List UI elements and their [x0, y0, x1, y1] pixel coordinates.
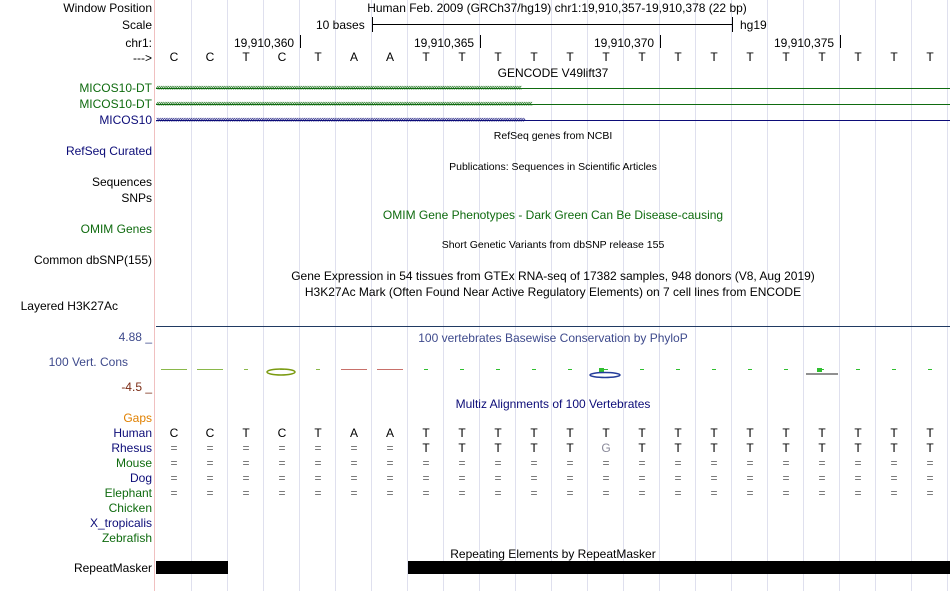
- reference-base: C: [205, 50, 215, 64]
- gaps-label[interactable]: Gaps: [123, 411, 152, 425]
- reference-base: T: [674, 50, 682, 64]
- alignment-base: =: [746, 471, 754, 485]
- alignment-base: T: [458, 426, 466, 440]
- species-label-dog[interactable]: Dog: [129, 471, 152, 485]
- alignment-base: T: [638, 426, 646, 440]
- strand-arrow-label: --->: [133, 51, 152, 65]
- alignment-base: =: [782, 456, 790, 470]
- alignment-base: T: [566, 426, 574, 440]
- alignment-base: =: [530, 471, 538, 485]
- gtex-track-title: Gene Expression in 54 tissues from GTEx RNA-seq of 17382 samples, 948 donors (V8, Aug 2019): [291, 269, 815, 283]
- cons-loop-mark-1: [264, 366, 298, 378]
- cons-min-value: -4.5 _: [121, 380, 152, 394]
- alignment-base: =: [602, 486, 610, 500]
- alignment-base: C: [277, 426, 287, 440]
- window-position-label: Window Position: [63, 1, 152, 15]
- ruler-tick-label-1: 19,910,360: [234, 36, 295, 50]
- cons-score-mark: [640, 369, 644, 370]
- scale-bar-left-end: [372, 17, 373, 32]
- alignment-base: =: [638, 486, 646, 500]
- alignment-base: =: [926, 471, 934, 485]
- alignment-base: =: [278, 456, 286, 470]
- gene-label-micos10[interactable]: MICOS10: [99, 113, 152, 127]
- cons-mark-3: [804, 368, 844, 380]
- species-label-x-tropicalis[interactable]: X_tropicalis: [89, 516, 152, 530]
- alignment-base: T: [710, 426, 718, 440]
- cons-track-title: 100 vertebrates Basewise Conservation by PhyloP: [418, 331, 688, 345]
- repeatmasker-label[interactable]: RepeatMasker: [73, 561, 152, 575]
- alignment-base: T: [638, 441, 646, 455]
- alignment-base: =: [926, 456, 934, 470]
- alignment-base: T: [782, 426, 790, 440]
- cons-score-mark: [377, 369, 403, 370]
- alignment-base: =: [458, 456, 466, 470]
- cons-score-mark: [496, 369, 500, 370]
- alignment-base: T: [494, 426, 502, 440]
- publications-track-title: Publications: Sequences in Scientific Articles: [449, 161, 657, 173]
- cons-score-mark: [197, 369, 223, 370]
- alignment-base: =: [530, 486, 538, 500]
- alignment-base: =: [422, 486, 430, 500]
- scale-label: Scale: [121, 18, 152, 32]
- alignment-base: =: [674, 471, 682, 485]
- alignment-base: =: [782, 471, 790, 485]
- reference-base: T: [530, 50, 538, 64]
- alignment-base: =: [926, 486, 934, 500]
- chrom-label: chr1:: [125, 36, 152, 50]
- ruler-tick-4: [840, 35, 841, 48]
- alignment-base: C: [169, 426, 179, 440]
- alignment-base: =: [242, 486, 250, 500]
- reference-base: T: [818, 50, 826, 64]
- alignment-base: =: [494, 486, 502, 500]
- reference-base: T: [890, 50, 898, 64]
- alignment-base: =: [386, 441, 394, 455]
- alignment-base: =: [494, 471, 502, 485]
- alignment-base: =: [602, 471, 610, 485]
- alignment-base: =: [818, 456, 826, 470]
- alignment-base: =: [890, 486, 898, 500]
- alignment-base: =: [314, 441, 322, 455]
- reference-base: T: [566, 50, 574, 64]
- alignment-base: A: [385, 426, 394, 440]
- gene-label-micos10-dt-2[interactable]: MICOS10-DT: [79, 97, 152, 111]
- cons-score-mark: [568, 369, 572, 370]
- alignment-base: =: [746, 456, 754, 470]
- ruler-tick-label-2: 19,910,365: [414, 36, 475, 50]
- cons-score-mark: [161, 369, 187, 370]
- alignment-base: =: [710, 471, 718, 485]
- reference-base: T: [602, 50, 610, 64]
- snps-label[interactable]: SNPs: [121, 191, 152, 205]
- alignment-base: T: [782, 441, 790, 455]
- cons-score-mark: [424, 369, 428, 370]
- cons-score-mark: [748, 369, 752, 370]
- ruler-tick-label-4: 19,910,375: [774, 36, 835, 50]
- ruler-tick-3: [660, 35, 661, 48]
- cons-score-mark: [244, 369, 248, 370]
- alignment-base: T: [530, 441, 538, 455]
- label-data-separator: [154, 0, 155, 591]
- alignment-base: G: [601, 441, 611, 455]
- alignment-base: T: [890, 426, 898, 440]
- alignment-base: =: [206, 486, 214, 500]
- omim-track-title: OMIM Gene Phenotypes - Dark Green Can Be Disease-causing: [382, 208, 724, 222]
- alignment-base: T: [854, 426, 862, 440]
- repeat-element-2[interactable]: [408, 561, 950, 574]
- alignment-base: =: [242, 456, 250, 470]
- species-label-rhesus[interactable]: Rhesus: [111, 441, 152, 455]
- alignment-base: T: [530, 426, 538, 440]
- alignment-base: =: [674, 456, 682, 470]
- alignment-base: =: [170, 441, 178, 455]
- alignment-base: =: [638, 456, 646, 470]
- ruler-tick-1: [300, 35, 301, 48]
- reference-base: T: [458, 50, 466, 64]
- alignment-base: T: [422, 426, 430, 440]
- vert-cons-label[interactable]: 100 Vert. Cons: [48, 355, 128, 369]
- species-label-mouse[interactable]: Mouse: [115, 456, 152, 470]
- alignment-base: =: [386, 471, 394, 485]
- cons-score-mark: [856, 369, 860, 370]
- alignment-base: T: [890, 441, 898, 455]
- cons-score-mark: [460, 369, 464, 370]
- alignment-base: =: [890, 456, 898, 470]
- alignment-base: =: [746, 486, 754, 500]
- alignment-base: =: [854, 486, 862, 500]
- alignment-base: =: [818, 486, 826, 500]
- sequences-label[interactable]: Sequences: [91, 175, 152, 189]
- alignment-base: =: [710, 456, 718, 470]
- species-label-human[interactable]: Human: [113, 426, 152, 440]
- alignment-base: =: [386, 486, 394, 500]
- alignment-base: =: [602, 456, 610, 470]
- species-label-elephant[interactable]: Elephant: [104, 486, 152, 500]
- gene-label-micos10-dt-1[interactable]: MICOS10-DT: [79, 81, 152, 95]
- browser-image-panel[interactable]: [156, 0, 950, 591]
- alignment-base: T: [710, 441, 718, 455]
- assembly-position-text: Human Feb. 2009 (GRCh37/hg19) chr1:19,910,357-19,910,378 (22 bp): [367, 1, 747, 15]
- alignment-base: T: [746, 426, 754, 440]
- cons-max-value: 4.88 _: [118, 330, 152, 344]
- reference-base: T: [926, 50, 934, 64]
- multiz-track-title: Multiz Alignments of 100 Vertebrates: [455, 397, 651, 411]
- alignment-base: =: [674, 486, 682, 500]
- alignment-base: T: [746, 441, 754, 455]
- cons-score-mark: [316, 369, 320, 370]
- species-label-chicken[interactable]: Chicken: [108, 501, 152, 515]
- alignment-base: =: [206, 441, 214, 455]
- alignment-base: =: [278, 486, 286, 500]
- species-label-zebrafish[interactable]: Zebrafish: [101, 531, 152, 545]
- strand-arrows-minus-1: ‹‹‹‹‹‹‹‹‹‹‹‹‹‹‹‹‹‹‹‹‹‹‹‹‹‹‹‹‹‹‹‹‹‹‹‹‹‹‹‹‹‹‹‹‹‹‹‹‹‹‹‹‹‹‹‹‹‹‹‹‹‹‹‹‹‹‹‹‹‹‹‹‹‹‹‹‹‹‹‹‹‹‹‹‹‹‹‹‹‹‹‹‹‹‹‹‹‹‹‹‹‹‹‹‹‹‹‹‹‹‹‹‹‹‹‹‹‹‹‹‹‹‹‹‹‹‹‹‹‹‹‹‹‹‹‹‹‹‹‹‹‹‹‹‹‹‹‹‹‹‹‹‹‹‹‹‹‹‹‹‹‹‹‹‹‹‹‹‹‹‹‹‹‹‹‹‹‹‹‹‹‹‹‹‹‹‹‹‹‹‹‹‹‹‹‹‹‹‹‹‹‹‹: [156, 82, 521, 92]
- alignment-base: =: [566, 456, 574, 470]
- ruler-tick-2: [480, 35, 481, 48]
- alignment-base: =: [350, 471, 358, 485]
- alignment-base: =: [422, 456, 430, 470]
- alignment-base: =: [170, 471, 178, 485]
- alignment-base: =: [350, 486, 358, 500]
- cons-score-mark: [892, 369, 896, 370]
- refseq-curated-label[interactable]: RefSeq Curated: [65, 144, 152, 158]
- alignment-base: =: [386, 456, 394, 470]
- alignment-base: T: [458, 441, 466, 455]
- strand-arrows-minus-2: ‹‹‹‹‹‹‹‹‹‹‹‹‹‹‹‹‹‹‹‹‹‹‹‹‹‹‹‹‹‹‹‹‹‹‹‹‹‹‹‹‹‹‹‹‹‹‹‹‹‹‹‹‹‹‹‹‹‹‹‹‹‹‹‹‹‹‹‹‹‹‹‹‹‹‹‹‹‹‹‹‹‹‹‹‹‹‹‹‹‹‹‹‹‹‹‹‹‹‹‹‹‹‹‹‹‹‹‹‹‹‹‹‹‹‹‹‹‹‹‹‹‹‹‹‹‹‹‹‹‹‹‹‹‹‹‹‹‹‹‹‹‹‹‹‹‹‹‹‹‹‹‹‹‹‹‹‹‹‹‹‹‹‹‹‹‹‹‹‹‹‹‹‹‹‹‹‹‹‹‹‹‹‹‹‹‹‹‹‹‹‹‹‹‹‹‹‹‹‹‹‹‹‹‹‹‹‹‹‹: [156, 98, 532, 108]
- alignment-base: =: [206, 456, 214, 470]
- alignment-base: T: [818, 426, 826, 440]
- alignment-base: =: [710, 486, 718, 500]
- reference-base: T: [854, 50, 862, 64]
- track-labels-column: [0, 0, 155, 591]
- alignment-base: T: [674, 426, 682, 440]
- alignment-base: =: [782, 486, 790, 500]
- alignment-base: =: [206, 471, 214, 485]
- alignment-base: =: [854, 471, 862, 485]
- cons-track-top-line: [156, 326, 950, 327]
- alignment-base: T: [566, 441, 574, 455]
- reference-base: T: [242, 50, 250, 64]
- cons-score-mark: [341, 369, 367, 370]
- alignment-base: =: [854, 456, 862, 470]
- alignment-base: =: [818, 471, 826, 485]
- reference-base: A: [349, 50, 358, 64]
- alignment-base: T: [926, 426, 934, 440]
- strand-arrows-plus: ›››››››››››››››››››››››››››››››››››››››››››››››››››››››››››››››››››››››››››››››››››››››››››››››››››››››››››››››››››››››››››››››››››››››››››››››››››››››››››››››››››››››››››››››››››››››››››››››››››››››››››››: [156, 114, 525, 124]
- reference-base: C: [169, 50, 179, 64]
- alignment-base: T: [494, 441, 502, 455]
- reference-base: T: [314, 50, 322, 64]
- alignment-base: =: [170, 486, 178, 500]
- alignment-base: =: [566, 486, 574, 500]
- reference-base: T: [422, 50, 430, 64]
- alignment-base: =: [314, 486, 322, 500]
- alignment-base: =: [458, 486, 466, 500]
- alignment-base: =: [890, 471, 898, 485]
- alignment-base: =: [458, 471, 466, 485]
- alignment-base: T: [314, 426, 322, 440]
- alignment-base: T: [926, 441, 934, 455]
- alignment-base: =: [422, 471, 430, 485]
- cons-score-mark: [712, 369, 716, 370]
- repeatmasker-track-title: Repeating Elements by RepeatMasker: [450, 547, 656, 561]
- alignment-base: =: [314, 471, 322, 485]
- dbsnp-track-title: Short Genetic Variants from dbSNP release 155: [441, 239, 665, 251]
- cons-score-mark: [532, 369, 536, 370]
- alignment-base: C: [205, 426, 215, 440]
- repeat-element-1[interactable]: [156, 561, 228, 574]
- reference-base: T: [746, 50, 754, 64]
- scale-assembly: hg19: [740, 18, 767, 32]
- alignment-base: T: [422, 441, 430, 455]
- alignment-base: T: [854, 441, 862, 455]
- layered-h3k27ac-label[interactable]: Layered H3K27Ac: [20, 299, 118, 313]
- alignment-base: =: [278, 441, 286, 455]
- cons-loop-mark-2: [586, 368, 626, 380]
- ruler-tick-label-3: 19,910,370: [594, 36, 655, 50]
- reference-base: C: [277, 50, 287, 64]
- scale-bar: [372, 24, 732, 25]
- alignment-base: =: [278, 471, 286, 485]
- gene-micos10-dt-2[interactable]: [156, 98, 950, 108]
- alignment-base: =: [242, 441, 250, 455]
- scale-bar-right-end: [732, 17, 733, 32]
- alignment-base: T: [242, 426, 250, 440]
- cons-score-mark: [928, 369, 932, 370]
- alignment-base: =: [170, 456, 178, 470]
- alignment-base: =: [566, 471, 574, 485]
- alignment-base: T: [674, 441, 682, 455]
- alignment-base: =: [314, 456, 322, 470]
- refseq-track-title: RefSeq genes from NCBI: [493, 130, 613, 142]
- cons-score-mark: [676, 369, 680, 370]
- alignment-base: T: [818, 441, 826, 455]
- gene-micos10-dt-1[interactable]: [156, 82, 950, 92]
- reference-base: T: [494, 50, 502, 64]
- gencode-track-title: GENCODE V49lift37: [497, 66, 609, 80]
- alignment-base: =: [494, 456, 502, 470]
- omim-genes-label[interactable]: OMIM Genes: [80, 222, 152, 236]
- gene-micos10[interactable]: [156, 114, 950, 124]
- reference-base: T: [782, 50, 790, 64]
- reference-base: A: [385, 50, 394, 64]
- scale-bar-text: 10 bases: [316, 18, 365, 32]
- alignment-base: =: [530, 456, 538, 470]
- alignment-base: T: [602, 426, 610, 440]
- alignment-base: A: [349, 426, 358, 440]
- alignment-base: =: [242, 471, 250, 485]
- alignment-base: =: [638, 471, 646, 485]
- h3k27ac-track-title: H3K27Ac Mark (Often Found Near Active Regulatory Elements) on 7 cell lines from ENCODE: [304, 285, 802, 299]
- common-dbsnp-label[interactable]: Common dbSNP(155): [33, 253, 152, 267]
- cons-score-mark: [784, 369, 788, 370]
- reference-base: T: [638, 50, 646, 64]
- alignment-base: =: [350, 456, 358, 470]
- alignment-base: =: [350, 441, 358, 455]
- reference-base: T: [710, 50, 718, 64]
